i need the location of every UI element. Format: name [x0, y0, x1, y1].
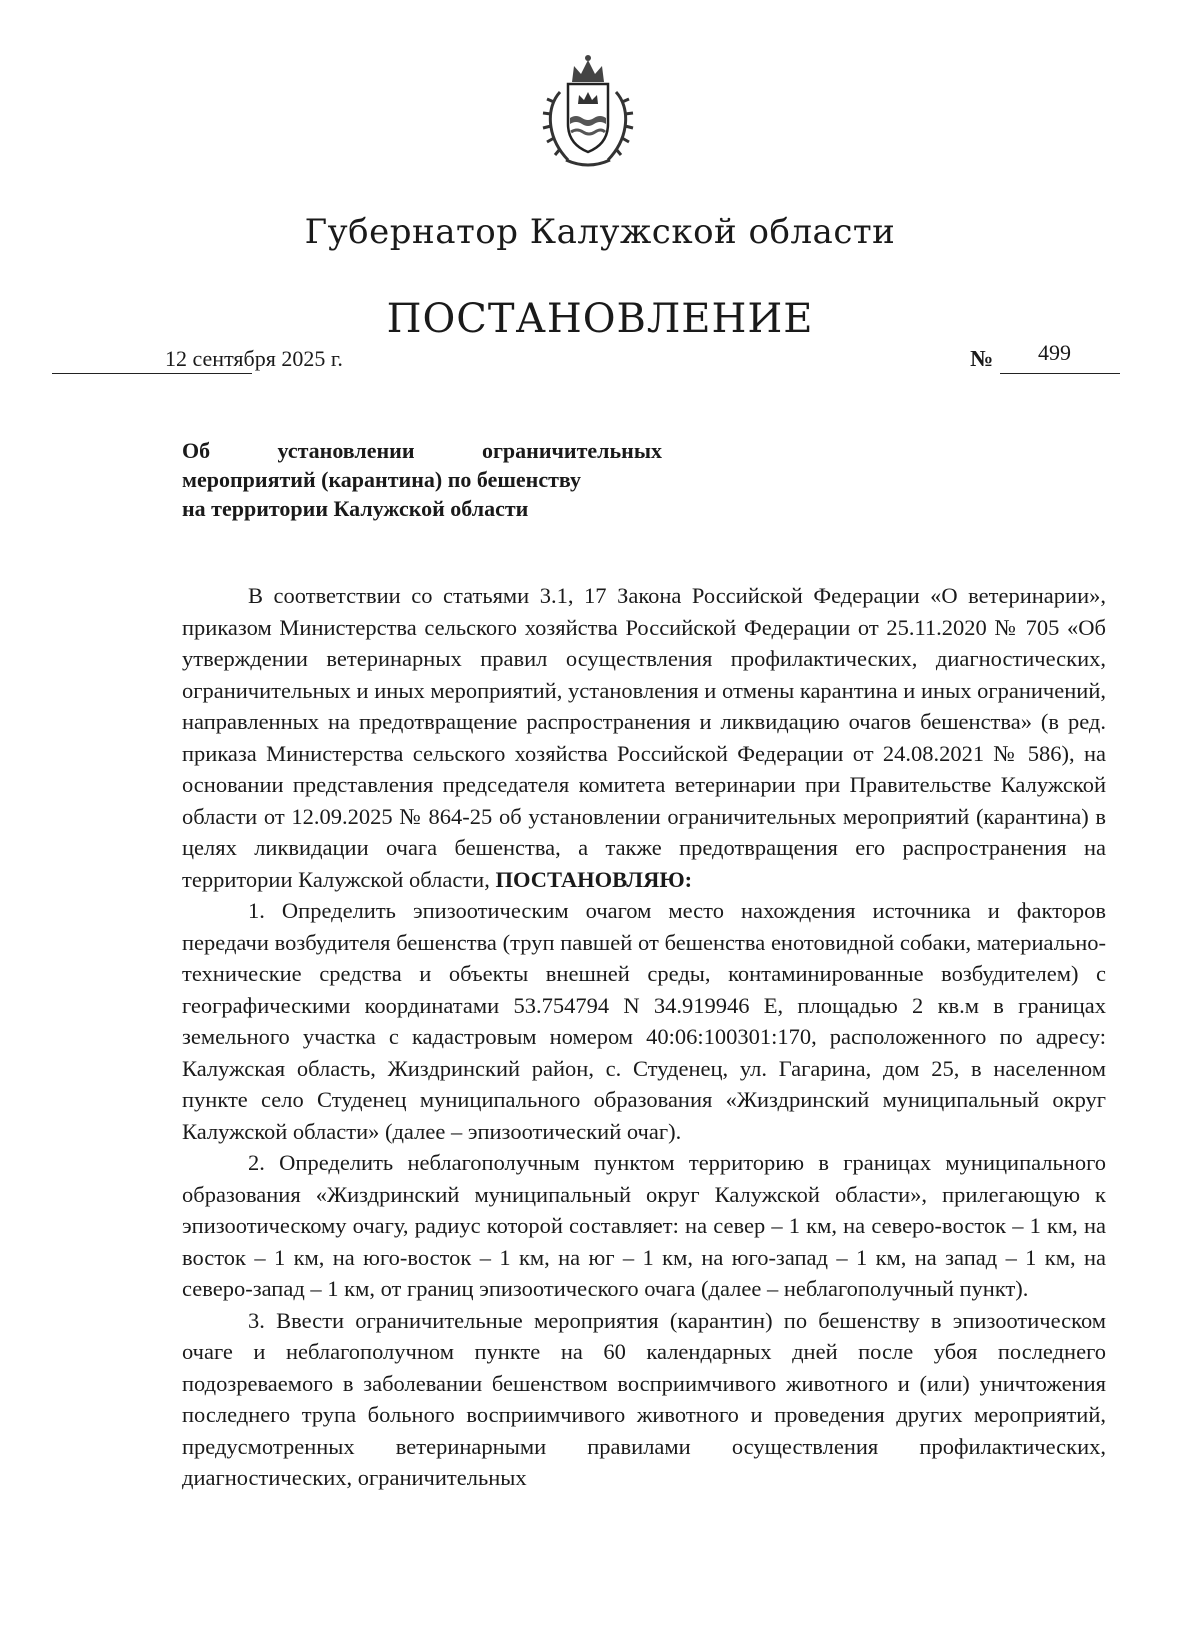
number-label: № — [970, 346, 994, 371]
document-subject — [182, 436, 662, 523]
item-paragraph-2: 2. Определить неблагополучным пунктом территорию в границах муниципального образования «Жиздринский муниципальный округ Калужской области», прилегающую к эпизоотическому очагу, радиус которой составляет: на север – 1 км, на северо-восток – 1 км, на восток – 1 км, на юго-восток – 1 км, на юг – 1 км, на юго-запад – 1 км, на запад – 1 км, на северо-запад – 1 км, от границ эпизоотического очага (далее – неблагополучный пункт). — [182, 1150, 1106, 1301]
subject-word: ограничительных — [481, 438, 662, 463]
issuing-authority: Губернатор Калужской области — [304, 212, 896, 252]
document-body — [182, 580, 1106, 1494]
document-date: 12 сентября 2025 г. — [165, 346, 343, 371]
subject-line-3: на территории Калужской области — [182, 496, 529, 521]
subject-line-2: мероприятий (карантина) по бешенству — [182, 467, 582, 492]
document-type-title: ПОСТАНОВЛЕНИЕ — [386, 296, 814, 342]
preamble-text: В соответствии со статьями 3.1, 17 Закона Российской Федерации «О ветеринарии», приказом Министерства сельского хозяйства Российской Федерации от 25.11.2020 № 705 «Об утверждении ветеринарных правил осуществления профилактических, диагностических, ограничительных и иных мероприятий, установления и отмены карантина и иных ограничений, направленных на предотвращение распространения и ликвидацию очагов бешенства» (в ред. приказа Министерства сельского хозяйства Российской Федерации от 24.08.2021 № 586), на основании представления председателя комитета ветеринарии при Правительстве Калужской области от 12.09.2025 № 864-25 об установлении ограничительных мероприятий (карантина) в целях ликвидации очага бешенства, а также предотвращения его распространения на территории Калужской области, — [182, 583, 1106, 892]
decree-word: ПОСТАНОВЛЯЮ: — [495, 866, 693, 892]
item-paragraph-3: 3. Ввести ограничительные мероприятия (карантин) по бешенству в эпизоотическом очаге и неблагополучном пункте на 60 календарных дней после убоя последнего подозреваемого в заболевании бешенством восприимчивого животного и (или) уничтожения последнего трупа больного восприимчивого животного и проведения других мероприятий, предусмотренных ветеринарными правилами осуществления профилактических, диагностических, ограничительных — [182, 1307, 1106, 1490]
subject-word: установлении — [277, 438, 415, 463]
kaluga-coat-of-arms-emblem — [538, 52, 638, 172]
subject-line-1 — [182, 436, 662, 465]
document-number: 499 — [1038, 340, 1071, 365]
number-underline — [1000, 373, 1120, 374]
subject-word: Об — [182, 438, 211, 463]
preamble-paragraph — [182, 580, 1106, 895]
item-paragraph-1: 1. Определить эпизоотическим очагом место нахождения источника и факторов передачи возбудителя бешенства (труп павшей от бешенства енотовидной собаки, материально-технические средства и объекты внешней среды, контаминированные возбудителем) с географическими координатами 53.754794 N 34.919946 E, площадью 2 кв.м в границах земельного участка с кадастровым номером 40:06:100301:170, расположенного по адресу: Калужская область, Жиздринский район, с. Студенец, ул. Гагарина, дом 25, в населенном пункте село Студенец муниципального образования «Жиздринский муниципальный округ Калужской области» (далее – эпизоотический очаг). — [182, 898, 1106, 1144]
date-number-row — [0, 340, 1200, 376]
date-underline — [52, 373, 252, 374]
